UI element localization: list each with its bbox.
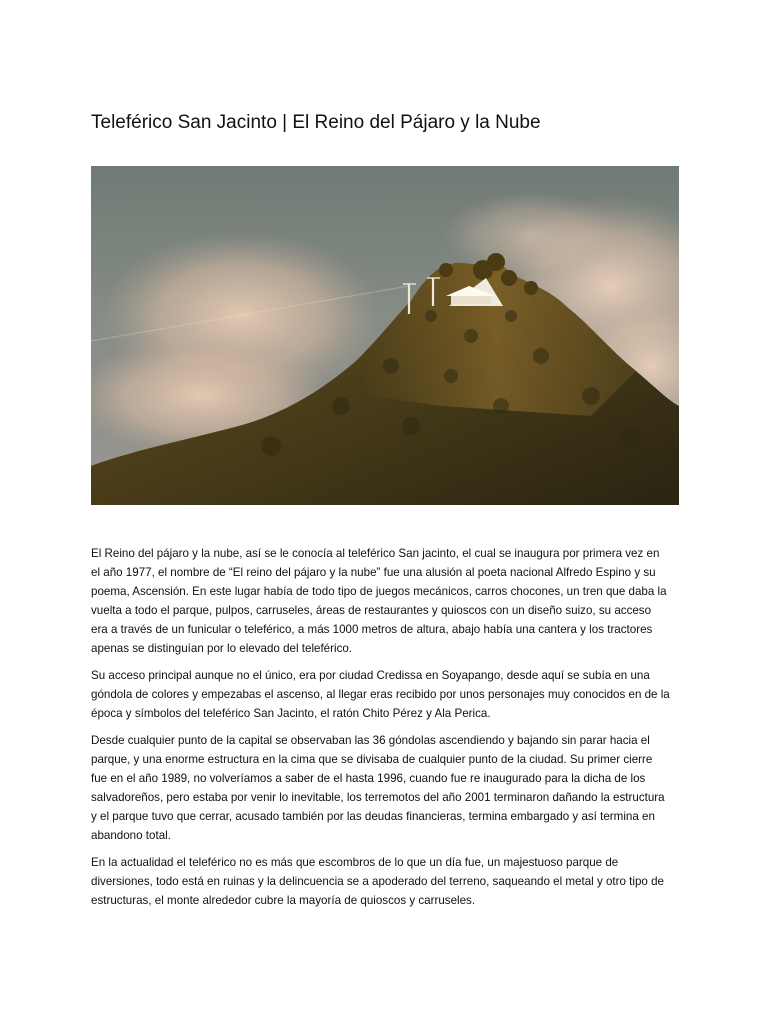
paragraph-4: En la actualidad el teleférico no es más que escombros de lo que un día fue, un majestuoso parque de diversiones, todo está en ruinas y la delincuencia se a apoderado del terreno, saqueando el metal y otro tipo de estructuras, el monte alrededor cubre la mayoría de quioscos y carruseles. — [91, 856, 664, 907]
mountain-photo — [91, 166, 679, 505]
paragraph-1: El Reino del pájaro y la nube, así se le conocía al teleférico San jacinto, el cual se inaugura por primera vez en el año 1977, el nombre de “El reino del pájaro y la nube” fue una alusión al poeta nacional Alfredo Espino y su poema, Ascensión. En este lugar había de todo tipo de juegos mecánicos, carros chocones, un tren que daba la vuelta a todo el parque, pulpos, carruseles, áreas de restaurantes y quioscos con un diseño suizo, su acceso era a través de un funicular o teleférico, a más 1000 metros de altura, abajo había una cantera y los tractores apenas se distinguían por lo elevado del teleférico. — [91, 547, 667, 655]
page-title: Teleférico San Jacinto | El Reino del Pájaro y la Nube — [91, 112, 541, 133]
paragraph-3: Desde cualquier punto de la capital se observaban las 36 góndolas ascendiendo y bajando sin parar hacia el parque, y una enorme estructura en la cima que se divisaba de cualquier punto de la ciudad. Su primer cierre fue en el año 1989, no volveríamos a saber de el hasta 1996, cuando fue re inaugurado para la dicha de los salvadoreños, pero estaba por venir lo inevitable, los terremotos del año 2001 terminaron dañando la estructura y el parque tuvo que cerrar, acusado también por las deudas financieras, termina embargado y así termina en abandono total. — [91, 734, 665, 842]
paragraph-2: Su acceso principal aunque no el único, era por ciudad Credissa en Soyapango, desde aquí se subía en una góndola de colores y empezabas el ascenso, al llegar eras recibido por unos personajes muy conocidos en de la época y símbolos del teleférico San Jacinto, el ratón Chito Pérez y Ala Perica. — [91, 669, 670, 720]
article-body — [91, 544, 671, 918]
